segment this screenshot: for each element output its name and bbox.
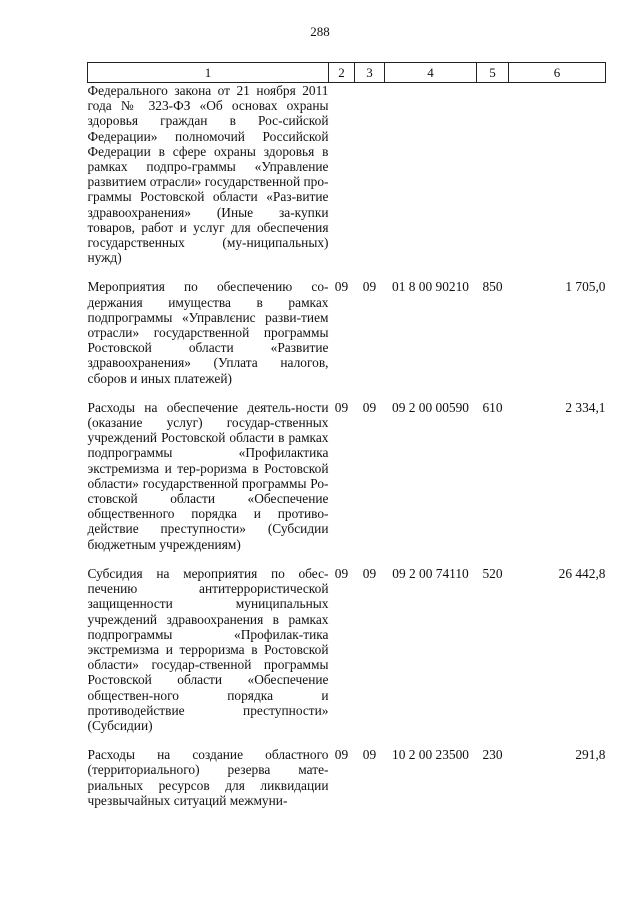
target-article-code bbox=[385, 83, 477, 280]
expense-type-code bbox=[477, 83, 509, 280]
section-code: 09 bbox=[334, 279, 349, 295]
section-code: 09 bbox=[334, 565, 349, 581]
amount bbox=[509, 83, 606, 280]
amount: 1 705,0 bbox=[565, 279, 606, 295]
table-row bbox=[88, 566, 606, 747]
subsection-code: 09 bbox=[362, 747, 377, 763]
section-code: 09 bbox=[334, 399, 349, 415]
table-header-row bbox=[88, 63, 606, 83]
amount: 291,8 bbox=[575, 747, 606, 763]
table-row bbox=[88, 279, 606, 399]
subsection-code: 09 bbox=[362, 565, 377, 581]
expense-name: Субсидия на мероприятия по обес-печению антитеррористической защищенности муниципальных учреждений здравоохранения в рамках подпрограммы «Профилак-тика экстремизма и терроризма в Ростовской области» государ-ственной программы Ростовской области «Обеспечение обществен-ного порядка и противодействие преступности» (Субсидии) bbox=[87, 565, 329, 733]
target-article-code: 10 2 00 23500 bbox=[392, 747, 469, 763]
amount: 2 334,1 bbox=[565, 399, 606, 415]
expense-type-code: 610 bbox=[482, 399, 503, 415]
expense-name: Мероприятия по обеспечению со-держания имущества в рамках подпрограммы «Управлєнис разви-тием отрасли» государственной программы Ростовской области «Развитие здравоохранения» (Уплата налогов, сборов и иных платежей) bbox=[87, 279, 329, 386]
expense-type-code: 520 bbox=[482, 565, 503, 581]
subsection-code bbox=[355, 83, 385, 280]
column-header-5: 5 bbox=[477, 63, 509, 83]
table-row bbox=[88, 747, 606, 822]
target-article-code: 01 8 00 90210 bbox=[392, 279, 469, 295]
expense-type-code: 850 bbox=[482, 279, 503, 295]
table-row bbox=[88, 83, 606, 280]
table-row bbox=[88, 400, 606, 566]
expense-name: Федерального закона от 21 ноября 2011 года № 323-ФЗ «Об основах охраны здоровья граждан в Рос-сийской Федерации» полномочий Российской Федерации в сфере охраны здоровья в рамках подпро-граммы «Управление развитием отрасли» государственной про-граммы Ростовской области «Раз-витие здравоохранения» (Иные за-купки товаров, работ и услуг для обеспечения государственных (му-ниципальных) нужд) bbox=[87, 83, 329, 266]
expense-type-code: 230 bbox=[482, 747, 503, 763]
expense-name: Расходы на создание областного (территориального) резерва мате-риальных ресурсов для ликвидации чрезвычайных ситуаций межмуни- bbox=[87, 747, 329, 808]
column-header-1: 1 bbox=[88, 63, 329, 83]
budget-table bbox=[87, 62, 606, 822]
column-header-4: 4 bbox=[385, 63, 477, 83]
subsection-code: 09 bbox=[362, 279, 377, 295]
column-header-2: 2 bbox=[329, 63, 355, 83]
column-header-6: 6 bbox=[509, 63, 606, 83]
expense-name: Расходы на обеспечение деятель-ности (оказание услуг) государ-ственных учреждений Ростовской области в рамках подпрограммы «Профилактика экстремизма и тер-роризма в Ростовской области» государственной программы Ро-стовской области «Обеспечение общественного порядка и противо-действие преступности» (Субсидии бюджетным учреждениям) bbox=[87, 399, 329, 552]
section-code: 09 bbox=[334, 747, 349, 763]
subsection-code: 09 bbox=[362, 399, 377, 415]
target-article-code: 09 2 00 74110 bbox=[392, 565, 469, 581]
section-code bbox=[329, 83, 355, 280]
amount: 26 442,8 bbox=[558, 565, 606, 581]
page-number: 288 bbox=[310, 24, 330, 39]
column-header-3: 3 bbox=[355, 63, 385, 83]
target-article-code: 09 2 00 00590 bbox=[392, 399, 469, 415]
